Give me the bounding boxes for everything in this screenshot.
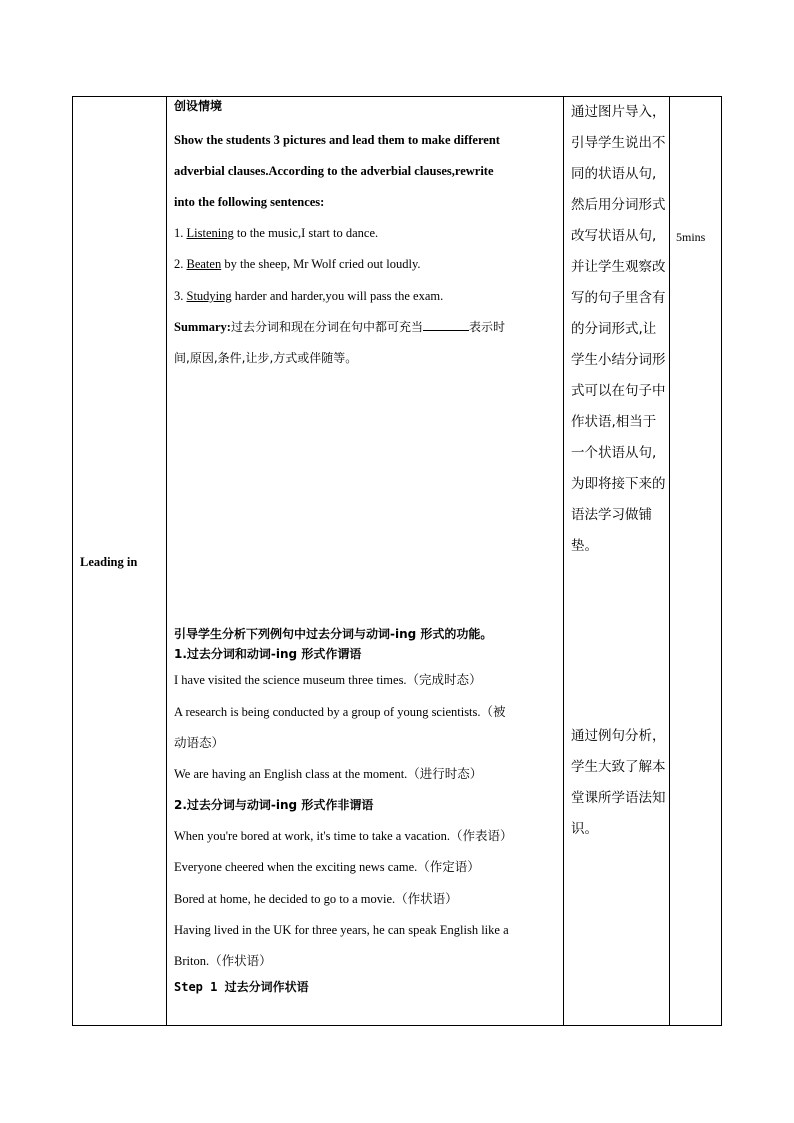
example-7a: Having lived in the UK for three years, he can speak English like a: [174, 923, 509, 937]
guide-text: 引导学生分析下列例句中过去分词与动词-ing 形式的功能。: [174, 627, 493, 641]
summary-line: [174, 319, 505, 335]
column-divider-2: [563, 96, 564, 1026]
summary-text-a: 过去分词和现在分词在句中都可充当: [230, 320, 423, 334]
example-3: We are having an English class at the moment.（进行时态）: [174, 767, 483, 781]
underlined-word: Studying: [186, 289, 232, 303]
summary-label: Summary:: [174, 320, 231, 334]
sentence-number: 3.: [174, 289, 184, 303]
intro-line-1: Show the students 3 pictures and lead them to make different: [174, 133, 500, 147]
example-7b: Briton.（作状语）: [174, 954, 272, 968]
section-heading: 创设情境: [174, 99, 223, 113]
underlined-word: Listening: [186, 226, 234, 240]
design-note-2: 通过例句分析，学生大致了解本堂课所学语法知识。: [571, 728, 666, 837]
sentence-text: harder and harder,you will pass the exam.: [234, 289, 444, 303]
duration-label: 5mins: [676, 230, 706, 244]
subheading-2: 2.过去分词与动词-ing 形式作非谓语: [174, 798, 374, 812]
example-2b: 动语态）: [174, 736, 225, 750]
design-note-1: 通过图片导入，引导学生说出不同的状语从句,然后用分词形式改写状语从句,并让学生观察改写的句子里含有的分词形式,让学生小结分词形式可以在句子中作状语,相当于一个状语从句,为即将接下来的语法学习做铺垫。: [571, 104, 666, 554]
table-border-left: [72, 96, 73, 1026]
summary-line-2: 间,原因,条件,让步,方式或伴随等。: [174, 351, 358, 365]
sentence-number: 1.: [174, 226, 184, 240]
underlined-word: Beaten: [186, 257, 222, 271]
example-5: Everyone cheered when the exciting news came.（作定语）: [174, 860, 480, 874]
table-border-bottom: [72, 1025, 722, 1026]
step-heading: Step 1 过去分词作状语: [174, 980, 309, 994]
table-border-right: [721, 96, 722, 1026]
sentence-number: 2.: [174, 257, 184, 271]
column-divider-1: [166, 96, 167, 1026]
example-1: I have visited the science museum three times.（完成时态）: [174, 673, 482, 687]
summary-text-b: 表示时: [468, 320, 505, 334]
example-sentence-1: [174, 225, 378, 241]
example-4: When you're bored at work, it's time to take a vacation.（作表语）: [174, 829, 513, 843]
example-sentence-3: [174, 288, 443, 304]
example-sentence-2: [174, 256, 421, 272]
subheading-1: 1.过去分词和动词-ing 形式作谓语: [174, 647, 362, 661]
intro-line-2: adverbial clauses.According to the adverbial clauses,rewrite: [174, 164, 494, 178]
example-6: Bored at home, he decided to go to a movie.（作状语）: [174, 892, 458, 906]
stage-label: Leading in: [80, 555, 138, 569]
sentence-text: to the music,I start to dance.: [236, 226, 379, 240]
column-divider-3: [669, 96, 670, 1026]
sentence-text: by the sheep, Mr Wolf cried out loudly.: [224, 257, 421, 271]
fill-in-blank: [423, 319, 469, 331]
intro-line-3: into the following sentences:: [174, 195, 325, 209]
example-2a: A research is being conducted by a group of young scientists.（被: [174, 705, 506, 719]
